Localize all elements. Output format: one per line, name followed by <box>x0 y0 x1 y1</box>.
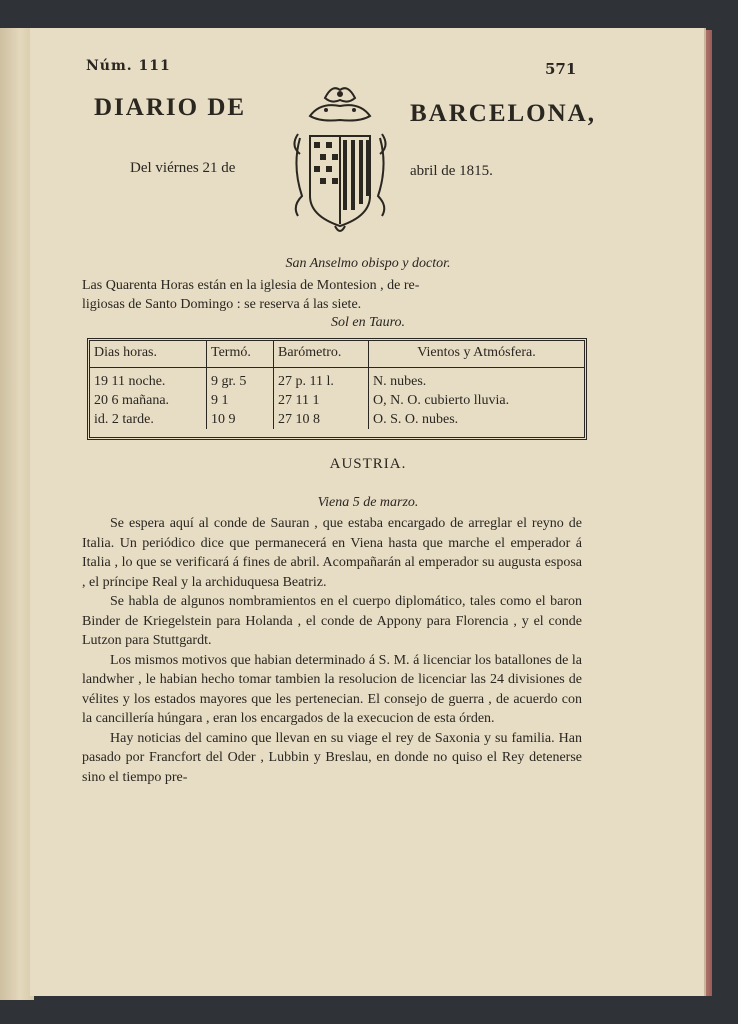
article-paragraph: Los mismos motivos que habian determinado á S. M. á licenciar los batallones de la landwher , le habian hecho tomar tambien la resolucion de licenciar las 24 divisiones de vélites y los estados mayores que les pertenecian. El consejo de guerra , de acuerdo con la cancillería húngara , eran los encargados de la execucion de esta órden. <box>82 652 582 726</box>
cell-time: 20 6 mañana. <box>90 391 207 410</box>
article-paragraph: Hay noticias del camino que llevan en su viage el rey de Saxonia y su familia. Han pasado por Francfort del Oder , Lubbin y Breslau, en donde no quiso el Rey detenerse sino el tiempo pre- <box>82 730 582 785</box>
dateline: Viena 5 de marzo. <box>317 495 419 510</box>
cell-temperature: 10 9 <box>207 410 274 429</box>
weather-table <box>87 338 587 440</box>
cell-pressure: 27 11 1 <box>274 391 369 410</box>
section-title: AUSTRIA. <box>329 456 407 472</box>
table-row <box>90 410 584 429</box>
masthead-left: DIARIO DE <box>94 94 247 121</box>
table-row <box>90 368 584 392</box>
date-weekday: Del viérnes 21 de <box>130 160 236 176</box>
article-paragraph: Se habla de algunos nombramientos en el cuerpo diplomático, tales como el baron Binder de Kriegelstein para Holanda , el conde de Appony para Florencia , y el conde Lutzon para Stuttgardt. <box>82 594 582 648</box>
article-body <box>82 514 582 787</box>
sun-sign: Sol en Tauro. <box>330 315 406 330</box>
forty-hours-line-1: Las Quarenta Horas están en la iglesia de Montesion , de re- <box>82 278 420 293</box>
cell-pressure: 27 10 8 <box>274 410 369 429</box>
date-month-year: abril de 1815. <box>410 163 493 179</box>
cell-weather: N. nubes. <box>373 373 427 389</box>
article-paragraph: Se espera aquí al conde de Sauran , que estaba encargado de arreglar el reyno de Italia. Un periódico dice que permanecerá en Viena hasta que marche el emperador á Italia , lo que se verificará á fines de abril. Acompañarán al emperador su augusta esposa , el príncipe Real y la archiduquesa Beatriz. <box>82 516 582 590</box>
barcelona-coat-of-arms-icon <box>280 76 400 241</box>
col-header-winds: Vientos y Atmósfera. <box>369 341 585 368</box>
cell-weather: O, N. O. cubierto lluvia. <box>373 392 510 408</box>
cell-temperature: 9 1 <box>207 391 274 410</box>
forty-hours-line-2: ligiosas de Santo Domingo : se reserva á las siete. <box>82 297 362 312</box>
cell-weather: O. S. O. nubes. <box>373 411 459 427</box>
cell-time: id. 2 tarde. <box>90 410 207 429</box>
col-header-thermometer: Termó. <box>207 341 274 368</box>
table-row <box>90 391 584 410</box>
issue-number: Núm. 111 <box>86 58 171 74</box>
saint-of-day: San Anselmo obispo y doctor. <box>285 256 451 271</box>
cell-time: 19 11 noche. <box>90 368 207 392</box>
cell-temperature: 9 gr. 5 <box>207 368 274 392</box>
weather-header-row <box>90 341 584 368</box>
col-header-barometer: Barómetro. <box>274 341 369 368</box>
newspaper-page <box>30 28 706 996</box>
cell-pressure: 27 p. 11 l. <box>274 368 369 392</box>
masthead-right: BARCELONA, <box>410 100 596 127</box>
page-number: 571 <box>545 60 577 78</box>
col-header-days: Dias horas. <box>90 341 207 368</box>
left-page-edge <box>0 28 34 1000</box>
